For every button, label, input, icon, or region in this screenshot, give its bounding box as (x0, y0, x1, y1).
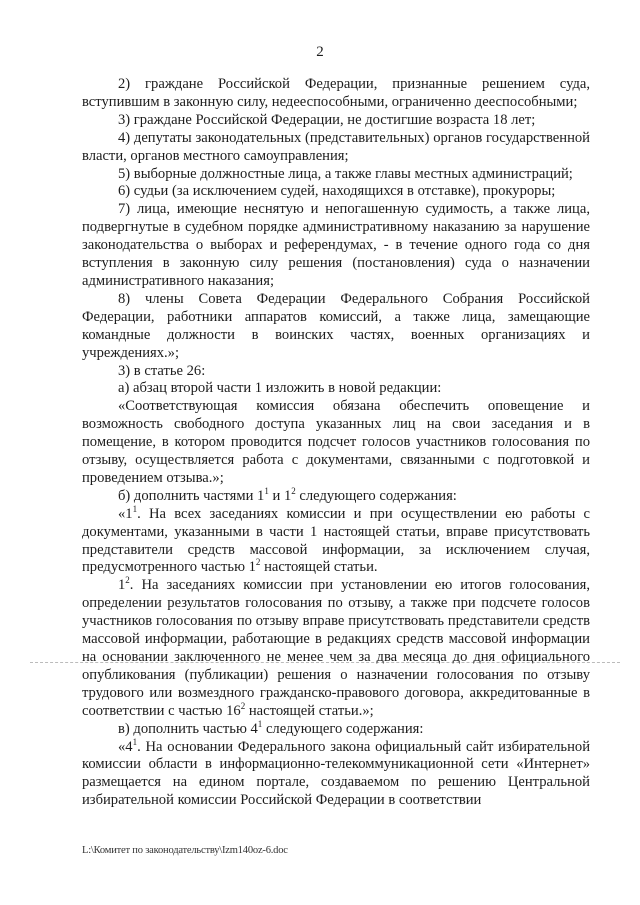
superscript: 2 (291, 485, 296, 496)
paragraph-text: 2) граждане Российской Федерации, признанные решением суда, вступившим в законную силу, недееспособными, ограниченно дееспособными; (82, 76, 590, 110)
paragraph (82, 503, 590, 578)
paragraph (82, 577, 590, 720)
paragraph-text: «Соответствующая комиссия обязана обеспечить оповещение и возможность свободного доступа указанных лиц на свои заседания и в помещение, в котором проводится подсчет голосов участников голосования по отзыву, осуществляется работа с документами, связанными с подготовкой и проведением отзыва.»; (82, 398, 590, 486)
paragraph (82, 201, 590, 291)
paragraph-text: . На заседаниях комиссии при установлении ею итогов голосования, определении результатов голосования по отзыву, а также при подсчете голосов участников голосования по отзыву вправе присутствовать представители средств массовой информации, работающие в редакциях средств массовой информации на основании заключенного не менее чем за два месяца до дня официального опубликования (публикации) решения о назначении голосования по отзыву трудового или возмездного гражданско-правового договора, аккредитованные в соответствии с частью 16 (82, 577, 590, 719)
paragraph (82, 718, 590, 739)
paragraph-text: «1 (118, 505, 133, 522)
paragraph-text: 8) члены Совета Федерации Федерального Собрания Российской Федерации, работники аппаратов комиссий, а также лица, замещающие командные должности в воинских частях, военных организациях и учреждениях.»; (82, 290, 590, 361)
paragraph (82, 736, 590, 811)
paragraph (82, 112, 590, 130)
paragraph-text: . На всех заседаниях комиссии и при осуществлении ею работы с документами, указанными в части 1 настоящей статьи, вправе присутствовать представители средств массовой информации, за исключением случая, предусмотренного частью 1 (82, 505, 590, 576)
paragraph (82, 76, 590, 112)
paragraph-text: и 1 (268, 487, 292, 504)
paragraph-text: а) абзац второй части 1 изложить в новой редакции: (118, 380, 442, 397)
paragraph-text: настоящей статьи. (260, 559, 378, 576)
paragraph-text: следующего содержания: (295, 487, 457, 504)
paragraph-text: настоящей статьи.»; (245, 702, 374, 719)
page-number: 2 (316, 44, 324, 60)
paragraph (82, 166, 590, 184)
paragraph-text: следующего содержания: (262, 720, 424, 737)
paragraph (82, 485, 590, 506)
paragraph (82, 130, 590, 166)
paragraph-text: б) дополнить частями 1 (118, 487, 265, 504)
paragraph (82, 380, 590, 398)
document-body (82, 76, 590, 810)
superscript: 1 (132, 503, 138, 514)
superscript: 1 (132, 736, 138, 747)
paragraph-text: 3) в статье 26: (118, 362, 206, 379)
paragraph-text: «4 (118, 738, 133, 755)
superscript: 1 (257, 718, 263, 729)
superscript: 2 (255, 557, 261, 568)
paragraph-text: в) дополнить частью 4 (118, 720, 258, 737)
paragraph-text: 1 (118, 577, 126, 594)
paragraph (82, 183, 590, 201)
paragraph (82, 398, 590, 488)
paragraph-text: 4) депутаты законодательных (представительных) органов государственной власти, органов местного самоуправления; (82, 129, 590, 164)
paragraph-text: 6) судьи (за исключением судей, находящихся в отставке), прокуроры; (118, 183, 556, 200)
superscript: 1 (264, 485, 269, 496)
paragraph (82, 291, 590, 363)
superscript: 2 (240, 700, 246, 711)
file-path-footer: L:\Комитет по законодательству\Izm140oz-6.doc (82, 845, 288, 856)
paragraph-text: 7) лица, имеющие неснятую и непогашенную судимость, а также лица, подвергнутые в судебном порядке административному наказанию за нарушение законодательства о выборах и референдумах, - в течение одного года со дня вступления в законную силу решения (постановления) суда о назначении административного наказания; (82, 201, 590, 289)
paragraph-text: . На основании Федерального закона официальный сайт избирательной комиссии области в информационно-телекоммуникационной сети «Интернет» размещается на едином портале, создаваемом по решению Центральной избирательной комиссии Российской Федерации в соответствии (82, 738, 590, 809)
paragraph (82, 363, 590, 381)
paragraph-text: 3) граждане Российской Федерации, не достигшие возраста 18 лет; (118, 111, 536, 128)
superscript: 2 (125, 575, 130, 586)
paragraph-text: 5) выборные должностные лица, а также главы местных администраций; (118, 165, 573, 182)
